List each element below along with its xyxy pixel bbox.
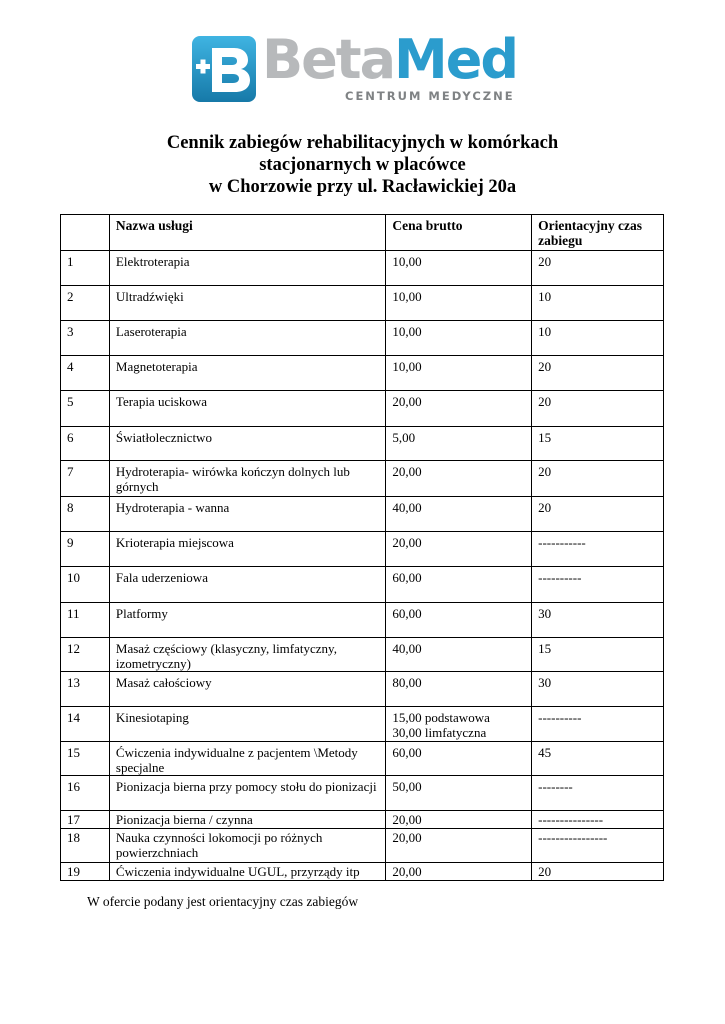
- table-row: [61, 427, 664, 461]
- table-row: [61, 829, 664, 863]
- row-service-name: Hydroterapia - wanna: [109, 497, 385, 532]
- row-duration: 20: [532, 391, 664, 427]
- row-duration: 10: [532, 286, 664, 321]
- header-no: [61, 215, 110, 251]
- table-header-row: [61, 215, 664, 251]
- row-service-name: Terapia uciskowa: [109, 391, 385, 427]
- betamed-logo: [190, 28, 530, 106]
- header-duration: Orientacyjny czas zabiegu: [532, 215, 664, 251]
- table-row: [61, 286, 664, 321]
- row-price: 40,00: [386, 497, 532, 532]
- row-price: 10,00: [386, 321, 532, 356]
- row-duration: 20: [532, 461, 664, 497]
- row-service-name: Pionizacja bierna przy pomocy stołu do pionizacji: [109, 776, 385, 811]
- row-service-name: Kinesiotaping: [109, 707, 385, 742]
- price-table: [60, 214, 664, 881]
- row-no: 16: [61, 776, 110, 811]
- row-no: 4: [61, 356, 110, 391]
- title-line-1: Cennik zabiegów rehabilitacyjnych w komórkach: [166, 133, 559, 153]
- row-service-name: Pionizacja bierna / czynna: [109, 811, 385, 829]
- row-no: 9: [61, 532, 110, 567]
- row-no: 14: [61, 707, 110, 742]
- row-price: 10,00: [386, 251, 532, 286]
- table-row: [61, 391, 664, 427]
- row-no: 15: [61, 742, 110, 776]
- row-service-name: Ćwiczenia indywidualne UGUL, przyrządy itp: [109, 863, 385, 881]
- row-price: 40,00: [386, 638, 532, 672]
- row-no: 17: [61, 811, 110, 829]
- table-row: [61, 863, 664, 881]
- row-service-name: Laseroterapia: [109, 321, 385, 356]
- row-duration: 30: [532, 603, 664, 638]
- row-service-name: Światłolecznictwo: [109, 427, 385, 461]
- page-title: [0, 132, 725, 198]
- row-service-name: Ćwiczenia indywidualne z pacjentem \Metody specjalne: [109, 742, 385, 776]
- row-duration: ----------: [532, 707, 664, 742]
- row-price: [386, 707, 532, 742]
- row-duration: 10: [532, 321, 664, 356]
- header-service-name: Nazwa usługi: [109, 215, 385, 251]
- table-row: [61, 707, 664, 742]
- row-duration: ---------------: [532, 811, 664, 829]
- row-duration: 20: [532, 863, 664, 881]
- row-no: 11: [61, 603, 110, 638]
- row-service-name: Elektroterapia: [109, 251, 385, 286]
- row-price: 20,00: [386, 391, 532, 427]
- table-row: [61, 811, 664, 829]
- row-price: 20,00: [386, 461, 532, 497]
- row-duration: 20: [532, 356, 664, 391]
- row-no: 8: [61, 497, 110, 532]
- title-line-2: stacjonarnych w placówce: [259, 155, 466, 175]
- price-lymphatic: 30,00 limfatyczna: [392, 725, 487, 740]
- header-price: Cena brutto: [386, 215, 532, 251]
- table-row: [61, 497, 664, 532]
- row-duration: ----------: [532, 567, 664, 603]
- footnote: W ofercie podany jest orientacyjny czas zabiegów: [87, 894, 359, 909]
- row-price: 60,00: [386, 742, 532, 776]
- row-duration: 20: [532, 251, 664, 286]
- row-no: 2: [61, 286, 110, 321]
- table-row: [61, 321, 664, 356]
- row-duration: 30: [532, 672, 664, 707]
- logo-b-mark-icon: [190, 34, 258, 104]
- logo-brand-med: Med: [394, 28, 518, 91]
- row-duration: --------: [532, 776, 664, 811]
- logo-wordmark: [262, 30, 517, 90]
- row-duration: 20: [532, 497, 664, 532]
- row-service-name: Platformy: [109, 603, 385, 638]
- row-no: 18: [61, 829, 110, 863]
- row-duration: -----------: [532, 532, 664, 567]
- table-row: [61, 532, 664, 567]
- row-service-name: Krioterapia miejscowa: [109, 532, 385, 567]
- table-body: [61, 251, 664, 881]
- row-duration: 15: [532, 638, 664, 672]
- row-price: 50,00: [386, 776, 532, 811]
- row-price: 20,00: [386, 829, 532, 863]
- row-service-name: Fala uderzeniowa: [109, 567, 385, 603]
- price-basic: 15,00 podstawowa: [392, 710, 490, 725]
- row-price: 10,00: [386, 356, 532, 391]
- row-price: 20,00: [386, 811, 532, 829]
- row-no: 12: [61, 638, 110, 672]
- table-row: [61, 603, 664, 638]
- row-no: 1: [61, 251, 110, 286]
- row-service-name: Masaż całościowy: [109, 672, 385, 707]
- table-row: [61, 461, 664, 497]
- row-price: 20,00: [386, 863, 532, 881]
- table-row: [61, 742, 664, 776]
- table-row: [61, 776, 664, 811]
- table-row: [61, 567, 664, 603]
- row-no: 13: [61, 672, 110, 707]
- row-no: 19: [61, 863, 110, 881]
- row-service-name: Nauka czynności lokomocji po różnych powierzchniach: [109, 829, 385, 863]
- row-duration: ----------------: [532, 829, 664, 863]
- row-price: 5,00: [386, 427, 532, 461]
- title-line-3: w Chorzowie przy ul. Racławickiej 20a: [208, 177, 517, 197]
- logo-subtitle: CENTRUM MEDYCZNE: [345, 89, 515, 103]
- row-service-name: Hydroterapia- wirówka kończyn dolnych lub górnych: [109, 461, 385, 497]
- logo-brand-beta: Beta: [262, 28, 395, 91]
- table-row: [61, 672, 664, 707]
- row-no: 10: [61, 567, 110, 603]
- row-no: 7: [61, 461, 110, 497]
- row-price: 60,00: [386, 567, 532, 603]
- row-price: 10,00: [386, 286, 532, 321]
- row-price: 60,00: [386, 603, 532, 638]
- row-duration: 15: [532, 427, 664, 461]
- row-price: 20,00: [386, 532, 532, 567]
- table-row: [61, 638, 664, 672]
- row-price: 80,00: [386, 672, 532, 707]
- table-row: [61, 251, 664, 286]
- row-no: 6: [61, 427, 110, 461]
- row-service-name: Ultradźwięki: [109, 286, 385, 321]
- row-duration: 45: [532, 742, 664, 776]
- table-row: [61, 356, 664, 391]
- row-service-name: Masaż częściowy (klasyczny, limfatyczny, izometryczny): [109, 638, 385, 672]
- row-no: 3: [61, 321, 110, 356]
- row-service-name: Magnetoterapia: [109, 356, 385, 391]
- row-no: 5: [61, 391, 110, 427]
